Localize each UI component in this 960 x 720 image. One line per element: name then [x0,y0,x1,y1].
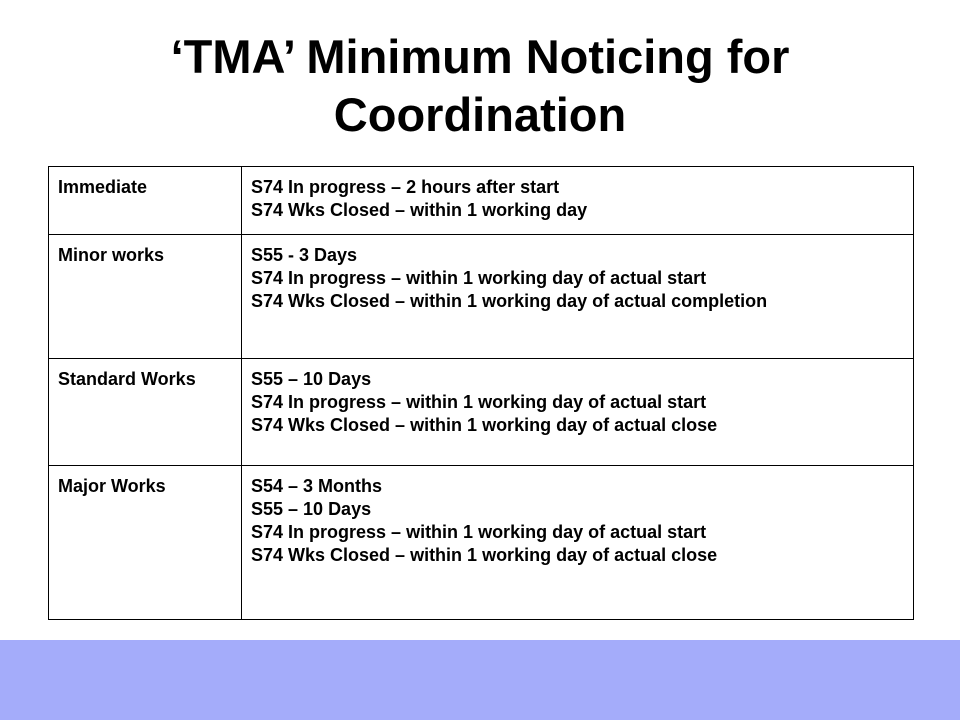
category-cell: Minor works [49,235,242,359]
table-row-minor-works [49,235,914,359]
table-row-major-works [49,466,914,620]
requirements-cell [242,235,914,359]
requirements-cell [242,466,914,620]
requirements-cell [242,359,914,466]
table-row-immediate [49,167,914,235]
noticing-table [48,166,914,620]
requirement-line: S74 Wks Closed – within 1 working day [251,200,588,220]
requirement-line: S55 – 10 Days [251,369,372,389]
requirement-line: S74 Wks Closed – within 1 working day of actual close [251,415,718,435]
requirements-cell [242,167,914,235]
table-row-standard-works [49,359,914,466]
category-cell: Standard Works [49,359,242,466]
requirement-line: S54 – 3 Months [251,476,383,496]
slide-title-line-1: ‘TMA’ Minimum Noticing for [170,30,790,83]
requirement-line: S55 - 3 Days [251,245,358,265]
category-cell: Major Works [49,466,242,620]
requirement-line: S74 In progress – within 1 working day of actual start [251,522,707,542]
requirement-line: S74 Wks Closed – within 1 working day of actual completion [251,291,768,311]
footer-band [0,640,960,720]
requirement-line: S74 In progress – within 1 working day of actual start [251,268,707,288]
slide-title-line-2: Coordination [333,88,627,141]
requirement-line: S74 Wks Closed – within 1 working day of actual close [251,545,718,565]
requirement-line: S74 In progress – within 1 working day of actual start [251,392,707,412]
requirement-line: S74 In progress – 2 hours after start [251,177,560,197]
slide-title [60,28,900,144]
requirement-line: S55 – 10 Days [251,499,372,519]
category-cell: Immediate [49,167,242,235]
